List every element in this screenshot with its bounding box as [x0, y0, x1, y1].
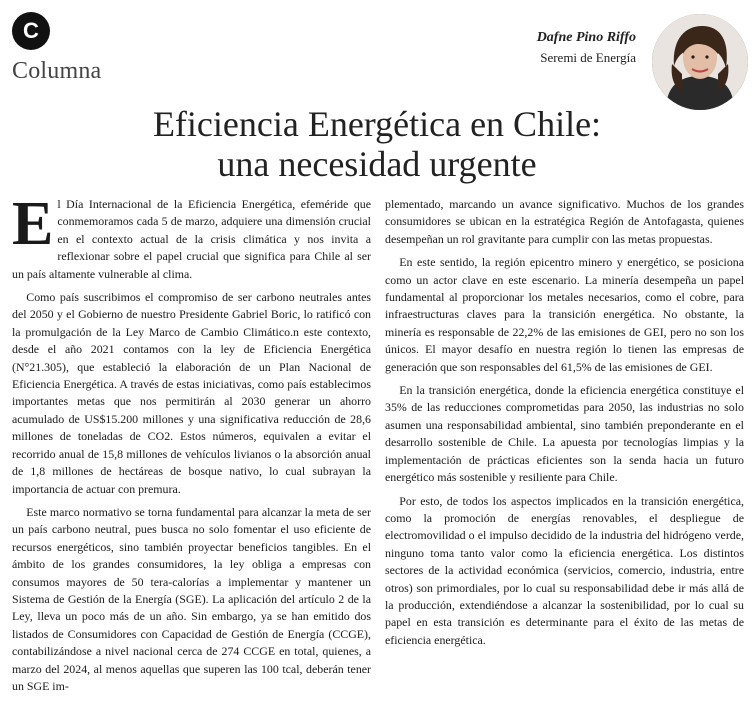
- section-label: Columna: [12, 58, 102, 84]
- author-block: [537, 30, 636, 66]
- headline: [0, 104, 754, 184]
- paragraph: En la transición energética, donde la eficiencia energética constituye el 35% de las reducciones comprometidas para 2050, las industrias no solo asumen una responsabilidad ambiental, sino también preponderante en el desarrollo sostenible de Chile. La apuesta por tecnologías limpias y la implementación de prácticas eficientes son la senda hacia un futuro energético más sostenible y resiliente para Chile.: [385, 383, 744, 485]
- column-badge: C: [12, 12, 50, 50]
- paragraph: Este marco normativo se torna fundamental para alcanzar la meta de ser un país carbono neutral, pues busca no solo fomentar el uso eficiente de recursos energéticos, sino también proyectar beneficios tangibles. En el ámbito de los grandes consumidores, la ley obliga a empresas con consumos mayores de 50 tera-calorías a implementar y mantener un Sistema de Gestión de la Energía (SGE). La aplicación del artículo 2 de la Ley, lleva un poco más de un año. Sin embargo, ya se han emitido dos listados de Consumidores con Capacidad de Gestión de Energía (CCGE), contabilizándose a nivel nacional cerca de 274 CCGE en total, quienes, a marzo del 2024, al menos aquellas que superen las 100 tcal, deberán tener un SGE im-: [12, 504, 371, 693]
- paragraph: [12, 190, 371, 283]
- paragraph: Por esto, de todos los aspectos implicados en la transición energética, como la promoción de energías renovables, el despliegue de electromovilidad o el impulso decidido de la industria del hidrógeno verde, ninguno toma tanto valor como la eficiencia energética. Los distintos sectores de la actividad económica (servicios, comercio, industria, entre otros) son primordiales, por lo cual su responsabilidad debe ir más allá de la producción, extendiéndose a alcanzar la sostenibilidad, por lo cual su papel en esta transición es determinante para el éxito de las metas de eficiencia energética.: [385, 493, 744, 647]
- dropcap: E: [12, 190, 54, 258]
- headline-line-1: Eficiencia Energética en Chile:: [152, 104, 602, 144]
- paragraph: Como país suscribimos el compromiso de ser carbono neutrales antes del 2050 y el Gobierno de nuestro Presidente Gabriel Boric, lo ratificó con la promulgación de la Ley Marco de Cambio Climático.n este contexto, desde el año 2021 contamos con la ley de Eficiencia Energética (N°21.305), que estableció la elaboración de un Plan Nacional de Eficiencia Energética. A través de estas iniciativas, como país establecimos importantes metas que nos permitirán al 2030 generar un ahorro acumulado de US$15.200 millones y una significativa reducción de 28,6 millones de toneladas de CO2. Estos números, equivalen a evitar el recorrido anual de 15,8 millones de vehículos livianos o la absorción anual de 1,8 millones de hectáreas de bosque nativo, lo cual subrayan la importancia de actuar con premura.: [12, 290, 371, 496]
- author-portrait-icon: [652, 14, 748, 110]
- article-body: [12, 190, 744, 701]
- paragraph: En este sentido, la región epicentro minero y energético, se posiciona como un actor clave en este escenario. La minería desempeña un papel fundamental al proporcionar los metales necesarios, como el cobre, para infraestructuras claves para la transición energética. No obstante, la minería es responsable de 22,2% de las emisiones de GEI, pero no son los únicos. El mayor desafío en nuestra región lo tienen las empresas de generación que son responsables del 61,5% de las emisiones de GEI.: [385, 255, 744, 374]
- paragraph: plementado, marcando un avance significativo. Muchos de los grandes consumidores se ubican en la estratégica Región de Antofagasta, quienes desempeñan un rol gravitante para cumplir con las metas propuestas.: [385, 197, 744, 246]
- author-name: Dafne Pino Riffo: [536, 30, 636, 45]
- headline-line-2: una necesidad urgente: [217, 144, 537, 184]
- article-column-right: [385, 196, 744, 701]
- author-role: Seremi de Energía: [540, 50, 636, 65]
- paragraph-text: l Día Internacional de la Eficiencia Energética, efeméride que conmemoramos cada 5 de marzo, adquiere una dimensión crucial en el contexto actual de la crisis climática y nos invita a reflexionar sobre el papel crucial que significa para Chile al ser un país altamente vulnerable al clima.: [12, 197, 371, 281]
- author-photo: [652, 14, 748, 110]
- article-column-left: [12, 190, 371, 701]
